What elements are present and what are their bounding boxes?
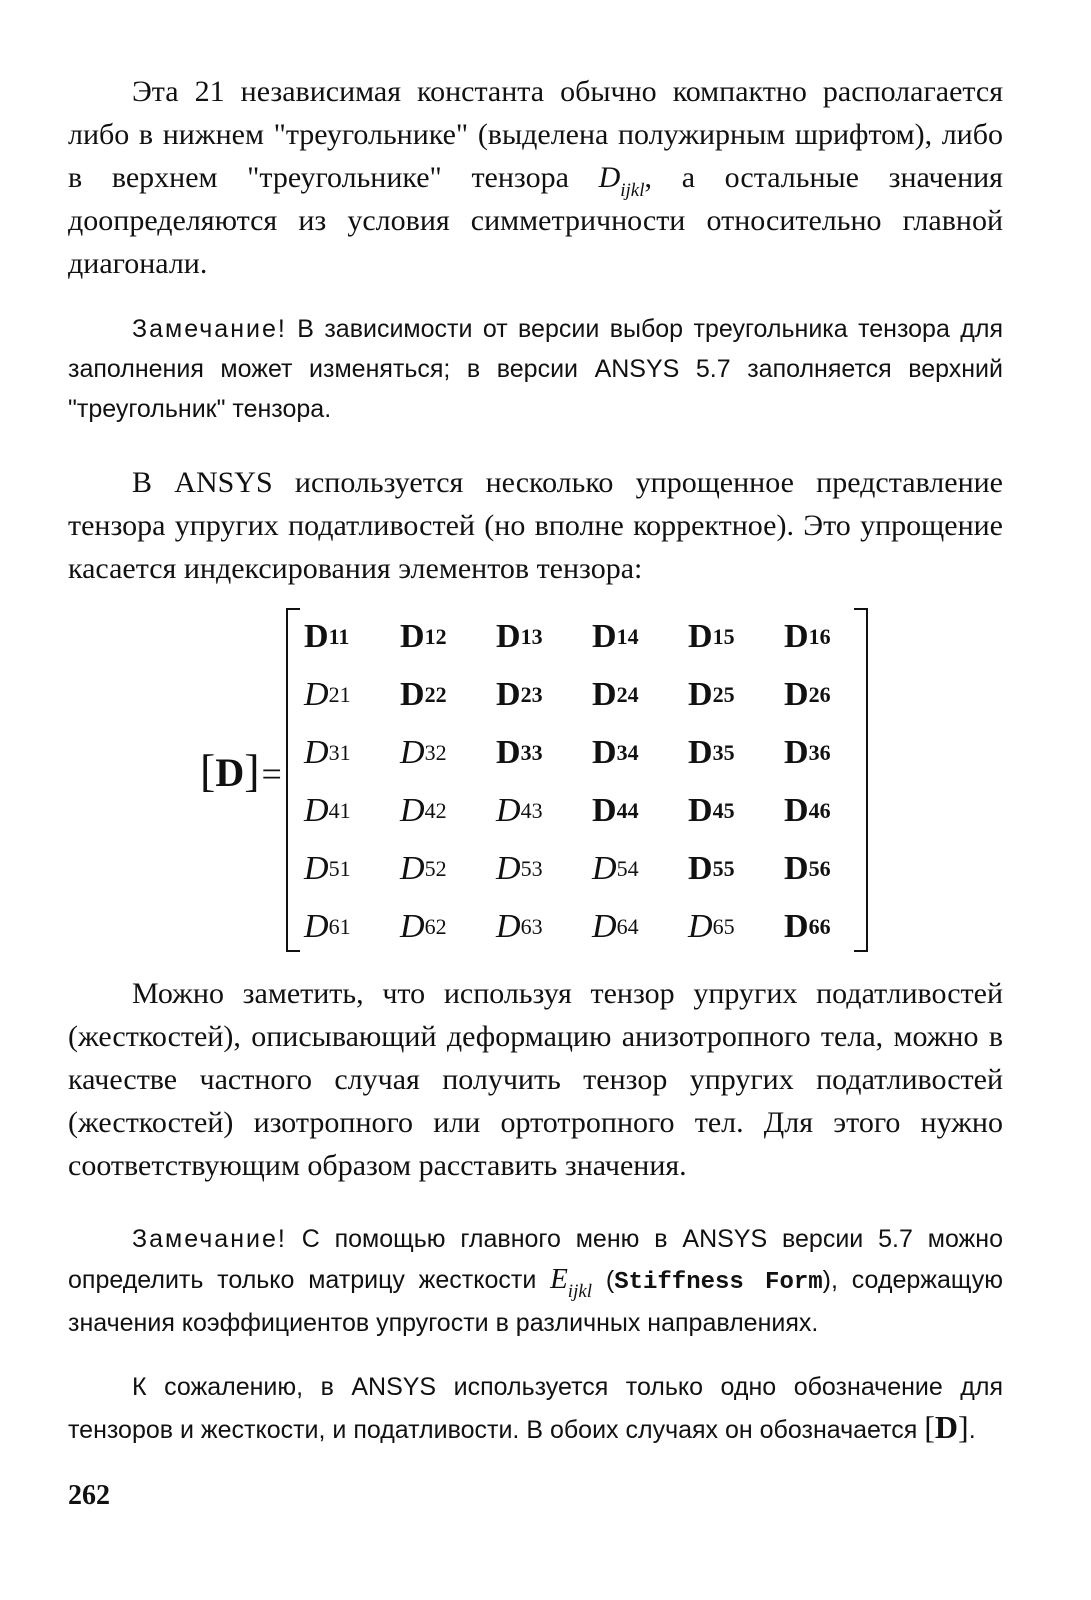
matrix-cell-35: D 35 <box>688 734 735 771</box>
paragraph-3: Можно заметить, что используя тензор упругих податливостей (жесткостей), описывающий деформацию анизотропного тела, можно в качестве частного случая получить тензор упругих податливостей (жесткостей) изотропного или ортотропного тел. Для этого нужно соответствующим образом расставить значения. <box>68 977 1003 1182</box>
stiffness-form-code: Stiffness Form <box>614 1269 823 1296</box>
paragraph-1 <box>68 70 1003 285</box>
matrix-lhs: [D]= <box>200 745 282 796</box>
matrix-right-bracket <box>854 608 868 952</box>
note-3: К сожалению, в ANSYS используется только одно обозначение для тензоров и жесткости, и податливости. В обоих случаях он обозначается [D]. <box>68 1373 1003 1445</box>
matrix-cell-44: D 44 <box>592 792 639 829</box>
matrix-cell-16: D 16 <box>784 618 831 655</box>
matrix-cell-42: D 42 <box>400 792 447 829</box>
note-2-label: Замечание! <box>132 1225 287 1253</box>
tensor-e-ijkl: $E_{ijkl}$ <box>550 1263 593 1302</box>
matrix-cell-53: D 53 <box>496 850 543 887</box>
matrix-cell-14: D 14 <box>592 618 639 655</box>
matrix-cell-52: D 52 <box>400 850 447 887</box>
matrix-cell-24: D 24 <box>592 676 639 713</box>
matrix-cell-21: D 21 <box>304 676 351 713</box>
matrix-cell-31: D 31 <box>304 734 351 771</box>
matrix-cell-33: D 33 <box>496 734 543 771</box>
matrix-cell-41: D 41 <box>304 792 351 829</box>
note-2: Замечание! С помощью главного меню в ANSYS версии 5.7 можно определить только матрицу жесткости $E_{ijkl}$ (Stiffness Form), содержащую значения коэффициентов упругости в различных направлениях. <box>68 1225 1003 1337</box>
matrix-equation <box>68 608 1003 958</box>
matrix-cell-63: D 63 <box>496 908 543 945</box>
matrix-cell-12: D 12 <box>400 618 447 655</box>
matrix-cell-51: D 51 <box>304 850 351 887</box>
matrix-cell-11: D 11 <box>304 618 350 655</box>
note-1 <box>68 309 1003 429</box>
paragraph-1-text-b: , а остальные значения доопределяются из условия симметричности относительно главной диагонали. <box>68 161 1003 280</box>
matrix-cell-64: D 64 <box>592 908 639 945</box>
matrix-cell-55: D 55 <box>688 850 735 887</box>
matrix-left-bracket <box>286 608 300 952</box>
matrix-cell-25: D 25 <box>688 676 735 713</box>
matrix-cell-26: D 26 <box>784 676 831 713</box>
matrix-symbol-inline: [D] <box>924 1409 969 1445</box>
matrix-cell-15: D 15 <box>688 618 735 655</box>
matrix-cell-43: D 43 <box>496 792 543 829</box>
matrix-cell-22: D 22 <box>400 676 447 713</box>
note-1-label: Замечание! <box>132 315 287 343</box>
matrix-cell-32: D 32 <box>400 734 447 771</box>
paragraph-2: В ANSYS используется несколько упрощенное представление тензора упругих податливостей (но вполне корректное). Это упрощение касается индексирования элементов тензора: <box>68 466 1003 585</box>
note-1-text: В зависимости от версии выбор треугольника тензора для заполнения может изменяться; в версии ANSYS 5.7 заполняется верхний "треугольник" тензора. <box>68 315 1003 423</box>
matrix-cell-54: D 54 <box>592 850 639 887</box>
matrix-cell-66: D 66 <box>784 908 831 945</box>
matrix-cell-13: D 13 <box>496 618 543 655</box>
matrix-grid <box>304 608 880 956</box>
matrix-cell-56: D 56 <box>784 850 831 887</box>
page-number: 262 <box>68 1480 110 1511</box>
matrix-cell-23: D 23 <box>496 676 543 713</box>
matrix-cell-65: D 65 <box>688 908 735 945</box>
page-content <box>68 70 1003 1450</box>
matrix-cell-62: D 62 <box>400 908 447 945</box>
matrix-cell-45: D 45 <box>688 792 735 829</box>
matrix-cell-34: D 34 <box>592 734 639 771</box>
matrix-cell-36: D 36 <box>784 734 831 771</box>
matrix-cell-61: D 61 <box>304 908 351 945</box>
paragraph-1-text-a: Эта 21 независимая константа обычно компактно располагается либо в нижнем "треугольнике" (выделена полужирным шрифтом), либо в верхнем "треугольнике" тензора <box>68 75 1003 194</box>
matrix-cell-46: D 46 <box>784 792 831 829</box>
tensor-d-ijkl: $D_{ijkl}$ <box>598 161 645 201</box>
